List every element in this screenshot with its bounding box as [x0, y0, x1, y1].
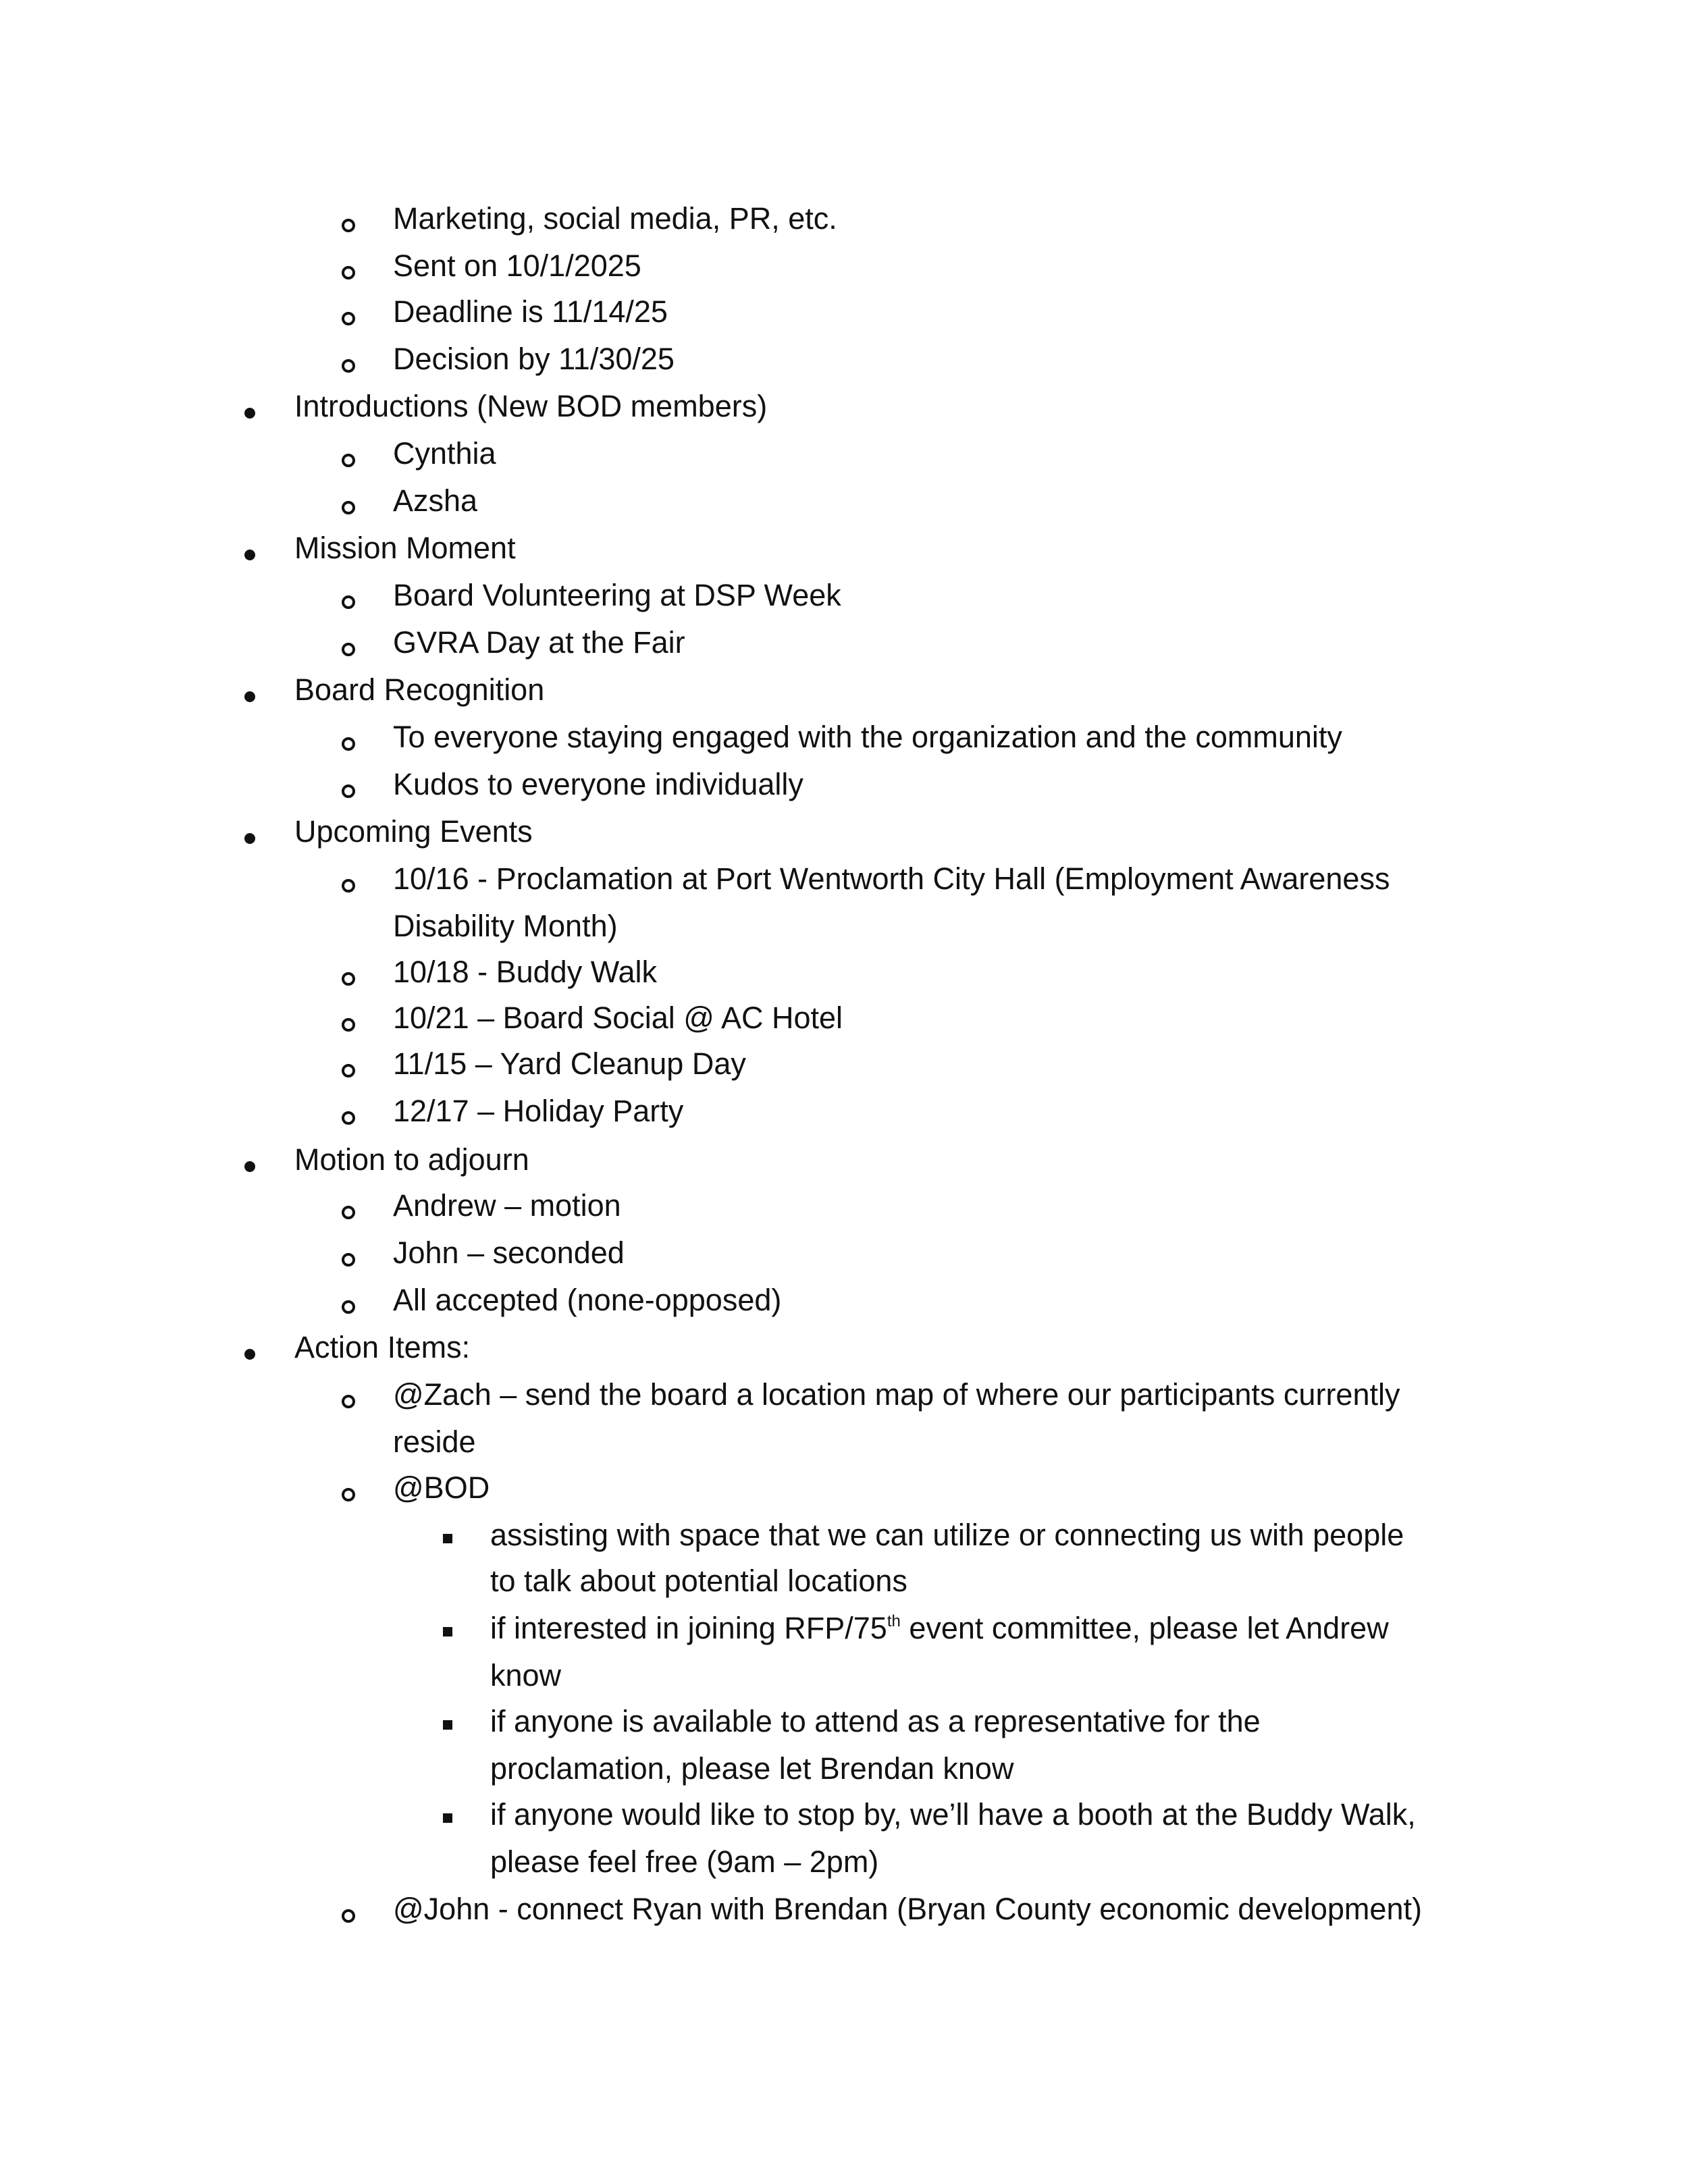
bullet-dot-icon	[244, 1146, 255, 1175]
circle-bullet-icon	[342, 1098, 355, 1128]
rfp-subitem: Sent on 10/1/2025	[393, 248, 641, 283]
section-heading-action-items: Action Items:	[294, 1330, 471, 1364]
circle-bullet-icon	[342, 865, 355, 896]
circle-bullet-icon	[342, 205, 355, 236]
bod-subitem-text: if interested in joining RFP/75	[490, 1611, 887, 1645]
circle-bullet-icon	[342, 629, 355, 660]
section-heading-introductions: Introductions (New BOD members)	[294, 389, 768, 423]
section-heading-upcoming-events: Upcoming Events	[294, 814, 533, 849]
bullet-dot-icon	[244, 1334, 255, 1363]
circle-bullet-icon	[342, 1381, 355, 1412]
action-item-zach: @Zach – send the board a location map of where our participants currently	[393, 1377, 1400, 1412]
list-item: To everyone staying engaged with the organization and the community	[393, 720, 1342, 754]
bullet-dot-icon	[244, 676, 255, 705]
section-heading-board-recognition: Board Recognition	[294, 672, 545, 707]
action-item-john: @John - connect Ryan with Brendan (Bryan County economic development)	[393, 1892, 1422, 1926]
circle-bullet-icon	[342, 440, 355, 471]
section-heading-motion-to-adjourn: Motion to adjourn	[294, 1142, 529, 1177]
circle-bullet-icon	[342, 724, 355, 754]
square-bullet-icon	[443, 1708, 452, 1733]
bullet-dot-icon	[244, 535, 255, 564]
list-item: Andrew – motion	[393, 1188, 621, 1223]
circle-bullet-icon	[342, 1240, 355, 1270]
list-item: John – seconded	[393, 1235, 625, 1270]
list-item: 10/16 - Proclamation at Port Wentworth City Hall (Employment Awareness	[393, 861, 1390, 896]
list-item: 10/21 – Board Social @ AC Hotel	[393, 1001, 843, 1035]
rfp-subitem: Marketing, social media, PR, etc.	[393, 201, 837, 236]
section-heading-mission-moment: Mission Moment	[294, 531, 516, 565]
list-item: GVRA Day at the Fair	[393, 625, 685, 660]
rfp-subitem: Deadline is 11/14/25	[393, 294, 668, 329]
square-bullet-icon	[443, 1801, 452, 1826]
circle-bullet-icon	[342, 1050, 355, 1081]
list-item: 10/18 - Buddy Walk	[393, 955, 658, 989]
circle-bullet-icon	[342, 1005, 355, 1035]
bod-subitem: if anyone is available to attend as a representative for the	[490, 1704, 1261, 1738]
circle-bullet-icon	[342, 252, 355, 283]
rfp-subitem: Decision by 11/30/25	[393, 342, 675, 376]
circle-bullet-icon	[342, 1474, 355, 1505]
circle-bullet-icon	[342, 1896, 355, 1926]
bod-subitem-continuation: proclamation, please let Brendan know	[490, 1751, 1014, 1786]
list-item: Cynthia	[393, 436, 496, 471]
bod-subitem-text: event committee, please let Andrew	[900, 1611, 1389, 1645]
list-item: Azsha	[393, 483, 478, 518]
action-item-bod: @BOD	[393, 1470, 490, 1505]
bod-subitem-continuation: to talk about potential locations	[490, 1564, 907, 1598]
bullet-dot-icon	[244, 818, 255, 847]
circle-bullet-icon	[342, 582, 355, 612]
list-item: Board Volunteering at DSP Week	[393, 578, 841, 612]
bod-subitem: assisting with space that we can utilize or connecting us with people	[490, 1518, 1404, 1552]
bod-subitem-continuation: know	[490, 1658, 562, 1693]
square-bullet-icon	[443, 1615, 452, 1640]
circle-bullet-icon	[342, 298, 355, 329]
bod-subitem: if anyone would like to stop by, we’ll have a booth at the Buddy Walk,	[490, 1797, 1416, 1832]
bod-subitem-continuation: please feel free (9am – 2pm)	[490, 1844, 879, 1879]
list-item: Kudos to everyone individually	[393, 767, 803, 801]
circle-bullet-icon	[342, 1287, 355, 1317]
ordinal-superscript: th	[887, 1612, 901, 1630]
list-item: All accepted (none-opposed)	[393, 1283, 782, 1317]
bod-subitem	[490, 1609, 1389, 1647]
bullet-dot-icon	[244, 393, 255, 422]
circle-bullet-icon	[342, 346, 355, 376]
circle-bullet-icon	[342, 1192, 355, 1223]
square-bullet-icon	[443, 1522, 452, 1547]
circle-bullet-icon	[342, 959, 355, 989]
circle-bullet-icon	[342, 487, 355, 518]
circle-bullet-icon	[342, 771, 355, 801]
list-item: 11/15 – Yard Cleanup Day	[393, 1046, 746, 1081]
action-item-zach-continuation: reside	[393, 1424, 476, 1459]
list-item: 12/17 – Holiday Party	[393, 1094, 684, 1128]
list-item-continuation: Disability Month)	[393, 909, 618, 943]
